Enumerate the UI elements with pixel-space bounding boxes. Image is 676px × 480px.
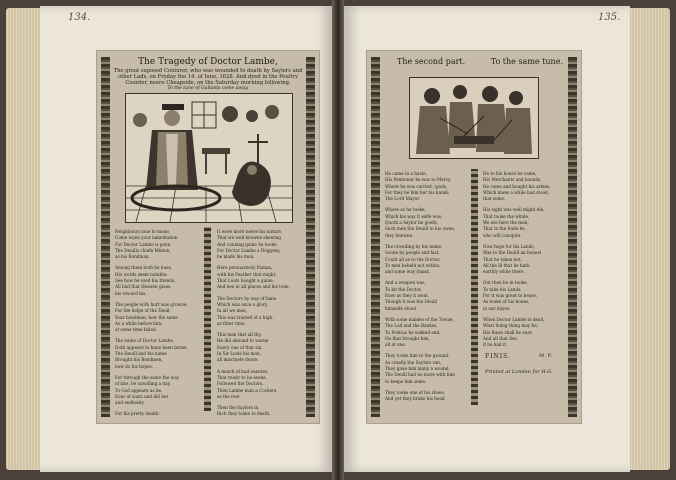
verse-line: Then the Saylers in, bbox=[217, 405, 260, 411]
stanza bbox=[483, 171, 567, 202]
verse-line: Euery one of that sin, bbox=[217, 344, 263, 350]
verse-line: This man that all thy, bbox=[217, 332, 262, 338]
verse-line: Which was once a glory, bbox=[217, 301, 269, 307]
verse-line: He did abound to warne bbox=[217, 338, 269, 344]
verse-line: at some time failed. bbox=[115, 327, 157, 333]
stanza bbox=[115, 338, 201, 369]
verse-line: His words seem notable: bbox=[115, 271, 168, 277]
verse-line: all at one. bbox=[385, 342, 407, 348]
verse-line: When Doctor Lambe is dead, bbox=[483, 316, 545, 322]
verse-line: That Lusts bought a gaine, bbox=[217, 278, 274, 284]
verse-line: What liuing thing may be, bbox=[483, 323, 539, 329]
verse-line: The Doctors by way of fame bbox=[217, 295, 277, 301]
verse-column-left-2 bbox=[217, 229, 303, 417]
ornament-border-right bbox=[306, 57, 315, 417]
verse-line: Soone by people and fast, bbox=[385, 250, 440, 256]
verse-line: To men beheld not within, bbox=[385, 262, 441, 268]
book-gutter bbox=[332, 0, 344, 480]
verse-line: For Doctor Lambe is gone, bbox=[115, 241, 172, 247]
verse-line: Where as he tooke, bbox=[385, 207, 426, 213]
ballad-tune: To the tune of Gallants come away. bbox=[167, 86, 249, 91]
verse-line: His Merchants and bounds, bbox=[483, 177, 542, 183]
verse-line: with his Feather that might, bbox=[217, 271, 277, 277]
verse-line: He to his house he came, bbox=[483, 171, 537, 176]
verse-line: As tooke of his house, bbox=[483, 299, 530, 305]
ornament-border-left bbox=[101, 57, 110, 417]
verse-line: For it was great to beare, bbox=[483, 293, 538, 299]
verse-line: And all that doe, bbox=[483, 335, 519, 341]
stanza bbox=[385, 317, 469, 348]
verse-line: They tooke him to the ground, bbox=[385, 353, 450, 359]
stanza bbox=[115, 375, 201, 406]
verse-line: His sight was well might die, bbox=[483, 207, 545, 213]
verse-line: And hee in all places and his tone. bbox=[217, 284, 290, 290]
heading-row bbox=[397, 57, 563, 66]
verse-line: In all we men, bbox=[217, 308, 248, 314]
stanza bbox=[483, 280, 567, 311]
stanza bbox=[115, 229, 201, 260]
stanza bbox=[385, 171, 469, 202]
verse-line: The name of Doctor Lambe, bbox=[115, 338, 175, 344]
page-edges-right bbox=[624, 8, 670, 470]
verse-line: Which his way it selfe was, bbox=[385, 213, 443, 219]
verse-line: This was trusted of a high. bbox=[217, 314, 274, 320]
verse-line: Neighbours loue to mone, bbox=[115, 229, 171, 234]
verse-line: To take his Lands, bbox=[483, 286, 522, 292]
verse-line: of late, be unwilling a day, bbox=[115, 381, 171, 387]
verse-line: He came in a haste, bbox=[385, 171, 428, 176]
verse-line: Though it was the Deuill bbox=[385, 299, 438, 305]
verse-line: It were more neere his nature, bbox=[217, 229, 283, 234]
stanza bbox=[483, 317, 567, 348]
verse-line: With some maides of the Towne, bbox=[385, 316, 454, 322]
folio-left: 134. bbox=[68, 12, 91, 23]
verse-line: Euer of warn and did bet bbox=[115, 393, 169, 399]
stanza bbox=[217, 369, 303, 400]
ornament-divider-left bbox=[204, 227, 211, 411]
verse-line: Could all as to the Doctor, bbox=[385, 256, 441, 262]
verse-line: To God appeare as he, bbox=[115, 387, 163, 393]
verse-line: And cunning gaine he tooke, bbox=[217, 241, 278, 247]
verse-line: to keepe him some. bbox=[385, 378, 427, 384]
broadside-left bbox=[96, 50, 320, 424]
title-block bbox=[113, 57, 303, 91]
verse-line: They tooke one of his shoes, bbox=[385, 389, 446, 395]
verse-line: That he taken not, bbox=[483, 256, 522, 262]
stanza bbox=[385, 353, 469, 384]
verse-column-right-2 bbox=[483, 171, 567, 351]
verse-line: He came and bought his armes, bbox=[483, 183, 551, 189]
imprint: Printed at London for H.G. bbox=[485, 369, 553, 375]
verse-line: That we well knowne shewing bbox=[217, 235, 281, 241]
stanza bbox=[217, 405, 303, 417]
verse-line bbox=[385, 403, 469, 404]
verse-line: how do his hopes. bbox=[115, 363, 154, 369]
stanza bbox=[385, 280, 469, 311]
stanza bbox=[115, 411, 201, 417]
verse-line: Such men the Deuill to his owne, bbox=[385, 226, 456, 232]
verse-line: Among them both he liues, bbox=[115, 265, 173, 271]
stanza bbox=[115, 302, 201, 333]
verse-line: Brought his Bondmen, bbox=[115, 357, 163, 363]
verse-line: they knowne. bbox=[385, 232, 414, 238]
verse-line: And yet they brake his head, bbox=[385, 396, 446, 402]
verse-line: The Deuills chiefe Minion, bbox=[115, 247, 171, 253]
verse-column-right-1 bbox=[385, 171, 469, 403]
verse-line: The people with hurt was growne, bbox=[115, 301, 188, 307]
verse-line: Where he was carried, (gods, bbox=[385, 183, 448, 189]
verse-line: Here persuasively Paman, bbox=[217, 265, 273, 271]
verse-line: Then Lambe man a Cockers, bbox=[217, 387, 278, 393]
verse-line: that some. bbox=[483, 196, 506, 202]
verse-line: Euer as they it went, bbox=[385, 293, 430, 299]
broadside-right bbox=[366, 50, 582, 424]
verse-line: For they be him her his hands bbox=[385, 189, 449, 195]
stanza bbox=[385, 390, 469, 403]
verse-line: Doth appeare to haue been borne, bbox=[115, 344, 188, 350]
verse-line: as his Bondman. bbox=[115, 254, 150, 260]
verse-line: as the rest. bbox=[217, 393, 241, 399]
verse-line: The crowding by his name, bbox=[385, 243, 443, 249]
verse-line: We are here the men, bbox=[483, 220, 529, 226]
verse-line: Come ioyne your lamentation bbox=[115, 235, 178, 241]
finis: FINIS. bbox=[485, 353, 511, 360]
verse-line: Followed the Doctors, bbox=[217, 381, 264, 387]
tune-heading: To the same tune. bbox=[490, 57, 563, 66]
initials: M.P. bbox=[539, 353, 554, 359]
ballad-title: The Tragedy of Doctor Lambe, bbox=[138, 57, 278, 67]
verse-line: and endlessly. bbox=[115, 400, 145, 406]
verse-line: All the ill that he hath bbox=[483, 262, 530, 268]
second-part-heading: The second part. bbox=[397, 57, 466, 66]
verse-line: as fitter time. bbox=[217, 320, 246, 326]
verse-line: That tooke the winde, bbox=[483, 213, 530, 219]
verse-line: Rich they tooke to death, bbox=[217, 411, 271, 417]
verse-line: For the helpe of the Deuil, bbox=[115, 308, 171, 314]
verse-line: To Pontius he walked and, bbox=[385, 329, 441, 335]
verse-line: That in the foule he, bbox=[483, 226, 526, 232]
stanza bbox=[217, 332, 303, 363]
verse-line: Now hope for his Lands, bbox=[483, 243, 535, 249]
woodcut-saylers bbox=[409, 77, 539, 159]
verse-line: For his pretty dealth bbox=[115, 411, 159, 417]
verse-line: All bad that Heauen giues, bbox=[115, 284, 172, 290]
verse-line: And a weapon was, bbox=[385, 280, 426, 286]
verse-line: His Innes shall be euer, bbox=[483, 329, 533, 335]
verse-line: On that brought him, bbox=[385, 335, 430, 341]
ballad-subtitle: The great suposed Coniurer, who was wounded to death by Saylers and other Lads, on Fryday the 14. of Iune, 1628. And dyed in the Poultry Counter, neere Cheapside, on the Saturday morning following. bbox=[113, 68, 303, 86]
folio-right: 135. bbox=[598, 12, 621, 23]
verse-column-left-1 bbox=[115, 229, 201, 417]
verse-line: his reward his. bbox=[115, 290, 147, 296]
verse-line: A match of bad euentes, bbox=[217, 368, 269, 374]
verse-line: To hit the Doctor, bbox=[385, 286, 422, 292]
stanza bbox=[483, 207, 567, 238]
verse-line: As a while before him, bbox=[115, 320, 163, 326]
verse-line: Was to the Deuill an honest bbox=[483, 250, 542, 256]
verse-line: himselfe stood. bbox=[385, 305, 418, 311]
verse-line: The Deuill and his name bbox=[115, 351, 167, 357]
verse-line: For through the same the way bbox=[115, 374, 180, 380]
verse-line: That ready to be seene, bbox=[217, 374, 267, 380]
stanza bbox=[217, 296, 303, 327]
verse-line: The Deuill had no more with him bbox=[385, 372, 455, 378]
stanza bbox=[217, 265, 303, 290]
verse-line: As cruelly the Saylors ran, bbox=[385, 359, 442, 365]
verse-line: Quoth a Saylor he goeth, bbox=[385, 220, 439, 226]
verse-line: In Sir Lusts his man, bbox=[217, 351, 262, 357]
ornament-divider-right bbox=[471, 169, 478, 405]
verse-line: if he had it. bbox=[483, 342, 508, 348]
verse-line: For Doctor Lambe a Doggeny, bbox=[217, 247, 281, 253]
stanza bbox=[385, 244, 469, 275]
verse-line: Which knew a while had stood, bbox=[483, 189, 550, 195]
woodcut-doctor-lambe bbox=[125, 93, 293, 223]
verse-line: Out then he in tooke, bbox=[483, 280, 528, 286]
verse-line: all mischiefe deare. bbox=[217, 357, 259, 363]
verse-line: who will conspire. bbox=[483, 232, 522, 238]
verse-line: he made his man. bbox=[217, 254, 255, 260]
verse-line: They gaue him many a wound, bbox=[385, 366, 450, 372]
verse-line: Your bondmen, how the same bbox=[115, 314, 178, 320]
ornament-border-right bbox=[568, 57, 577, 417]
verse-line: The Lad and the Bankes, bbox=[385, 323, 438, 329]
stanza bbox=[115, 265, 201, 296]
stanza bbox=[217, 229, 303, 260]
verse-line: His Pentioner he was to Mercy, bbox=[385, 177, 452, 183]
verse-line: See how he vsed his friends, bbox=[115, 278, 176, 284]
verse-line: in our dayes. bbox=[483, 305, 511, 311]
stanza bbox=[385, 207, 469, 238]
verse-line: earthly while there. bbox=[483, 269, 525, 275]
verse-line: The Lord Mayor. bbox=[385, 196, 421, 202]
ornament-border-left bbox=[371, 57, 380, 417]
verse-line: and some way (hand, bbox=[385, 269, 430, 275]
stanza bbox=[483, 244, 567, 275]
